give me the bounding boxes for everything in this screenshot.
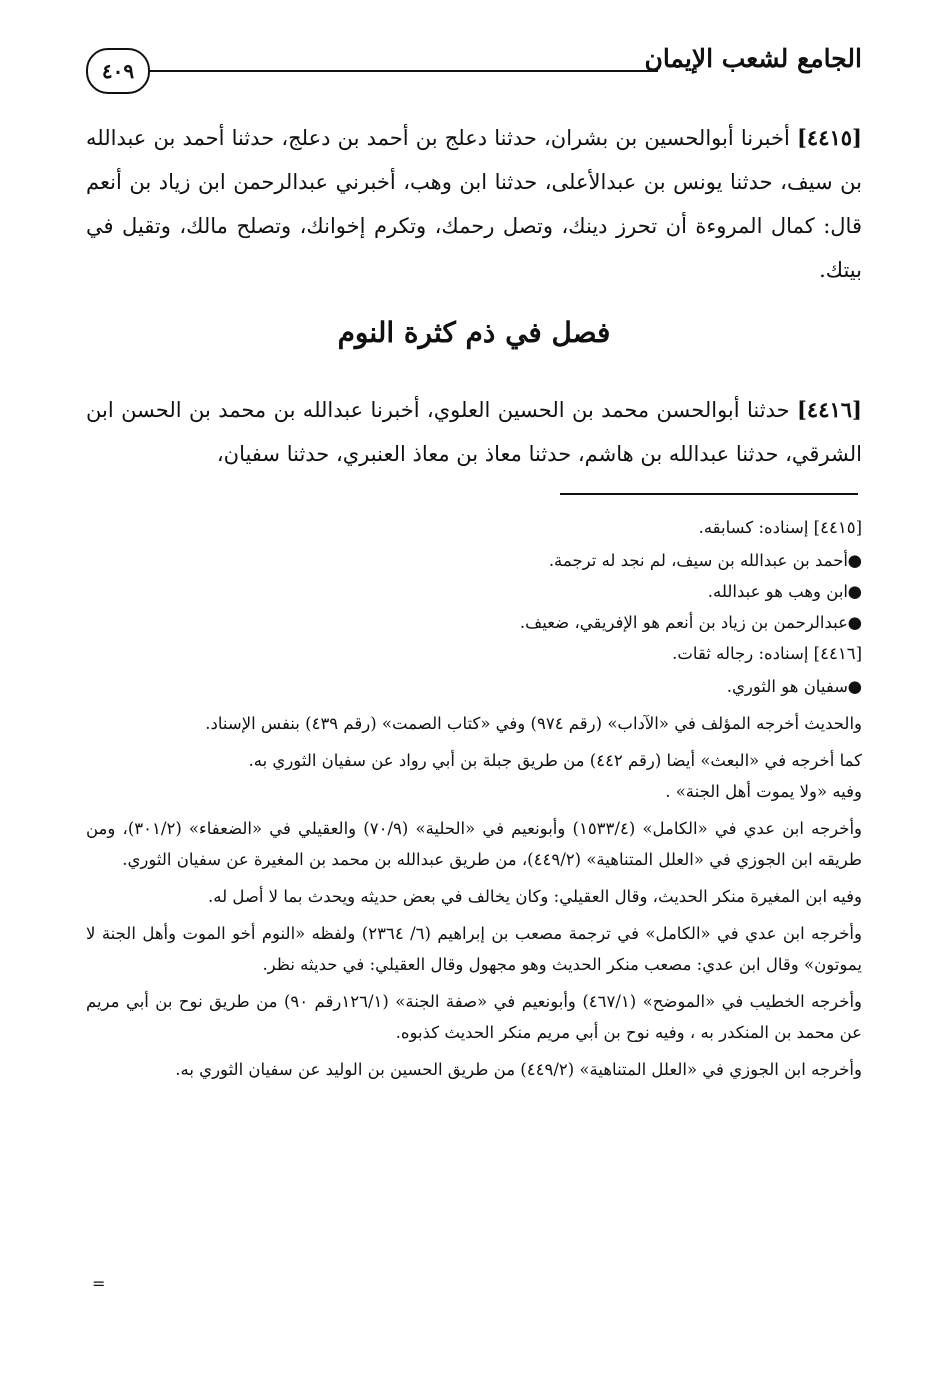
footnote-bullet: ●عبدالرحمن بن زياد بن أنعم هو الإفريقي، ضعيف. [86, 607, 862, 638]
entry-4416 [86, 388, 862, 476]
footnote-paragraph: وفيه ابن المغيرة منكر الحديث، وقال العقيلي: وكان يخالف في بعض حديثه ويحدث بما لا أصل له. [207, 887, 862, 906]
entry-text: حدثنا أبوالحسن محمد بن الحسين العلوي، أخبرنا عبدالله بن محمد بن الحسن ابن الشرقي، حدثنا عبدالله بن هاشم، حدثنا معاذ بن معاذ العنبري، حدثنا سفيان، [86, 398, 862, 466]
running-title: الجامع لشعب الإيمان [644, 44, 862, 73]
bullet-icon: ● [847, 582, 862, 601]
entry-4415 [86, 116, 862, 292]
footnote-paragraph: والحديث أخرجه المؤلف في «الآداب» (رقم ٩٧٤) وفي «كتاب الصمت» (رقم ٤٣٩) بنفس الإسناد. [205, 714, 862, 733]
footnote-paragraph: وفيه «ولا يموت أهل الجنة» . [665, 782, 862, 801]
bullet-icon: ● [847, 613, 862, 632]
footnotes [86, 512, 862, 1085]
entry-number: [٤٤١٥] [796, 125, 862, 150]
footnote-4416-label: [٤٤١٦] إسناده: رجاله ثقات. [672, 644, 862, 663]
footnote-bullet: ●أحمد بن عبدالله بن سيف، لم نجد له ترجمة. [86, 545, 862, 576]
footnote-separator [560, 493, 858, 495]
bullet-icon: ● [847, 677, 862, 696]
footnote-4415-label: [٤٤١٥] إسناده: كسابقه. [698, 518, 862, 537]
footnote-paragraph: وأخرجه ابن عدي في «الكامل» (١٥٣٣/٤) وأبونعيم في «الحلية» (٧٠/٩) والعقيلي في «الضعفاء» (٣٠١/٢)، ومن طريقه ابن الجوزي في «العلل المتناهية» (٤٤٩/٢)، من طريق عبدالله بن محمد بن المغيرة عن سفيان الثوري. [86, 819, 863, 869]
footnote-paragraph: وأخرجه ابن عدي في «الكامل» في ترجمة مصعب بن إبراهيم (٦/ ٢٣٦٤) ولفظه «النوم أخو الموت وأهل الجنة لا يموتون» وقال ابن عدي: مصعب منكر الحديث وهو مجهول وقال العقيلي: في حديثه نظر. [86, 924, 862, 974]
section-heading: فصل في ذم كثرة النوم [337, 316, 611, 349]
bullet-icon: ● [847, 551, 862, 570]
entry-number: [٤٤١٦] [796, 397, 862, 422]
footnote-paragraph: وأخرجه ابن الجوزي في «العلل المتناهية» (٤٤٩/٢) من طريق الحسين بن الوليد عن سفيان الثوري به. [175, 1060, 862, 1079]
footnote-bullet: ●سفيان هو الثوري. [86, 671, 862, 702]
entry-text: أخبرنا أبوالحسين بن بشران، حدثنا دعلج بن أحمد بن دعلج، حدثنا أحمد بن عبدالله بن سيف، حدثنا يونس بن عبدالأعلى، حدثنا ابن وهب، أخبرني عبدالرحمن ابن زياد بن أنعم قال: كمال المروءة أن تحرز دينك، وتصل رحمك، وتكرم إخوانك، وتصلح مالك، وتقيل في بيتك. [86, 126, 862, 282]
header-rule [150, 70, 658, 72]
footnote-bullet: ●ابن وهب هو عبدالله. [86, 576, 862, 607]
continuation-mark: = [92, 1274, 106, 1293]
page-number: ٤٠٩ [86, 48, 150, 94]
footnote-paragraph: كما أخرجه في «البعث» أيضا (رقم ٤٤٢) من طريق جبلة بن أبي رواد عن سفيان الثوري به. [248, 751, 862, 770]
footnote-paragraph: وأخرجه الخطيب في «الموضح» (٤٦٧/١) وأبونعيم في «صفة الجنة» (١٢٦/١رقم ٩٠) من طريق نوح بن أبي مريم عن محمد بن المنكدر به ، وفيه نوح بن أبي مريم منكر الحديث كذبوه. [86, 992, 862, 1042]
